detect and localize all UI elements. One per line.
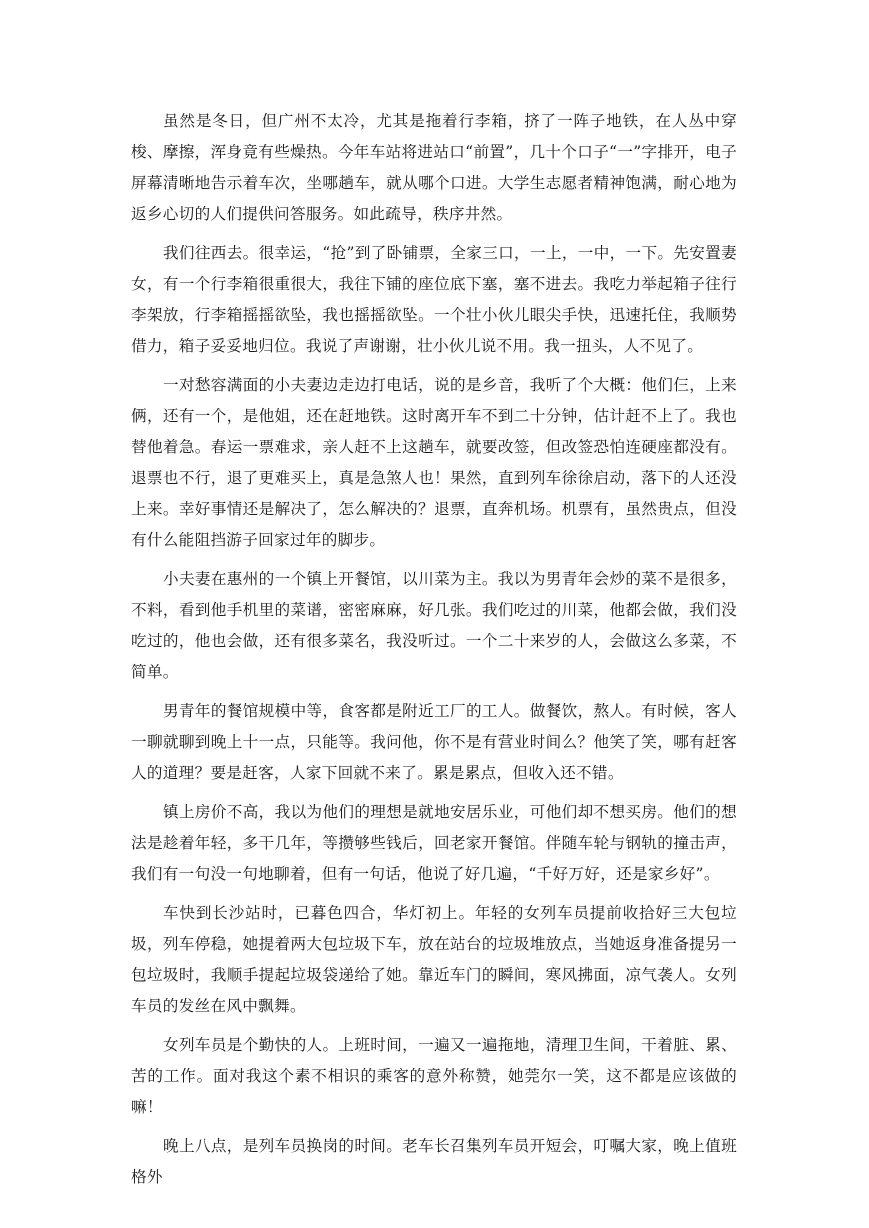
paragraph: 小夫妻在惠州的一个镇上开餐馆，以川菜为主。我以为男青年会炒的菜不是很多，不料，看到他手机里的菜谱，密密麻麻，好几张。我们吃过的川菜，他都会做，我们没吃过的，他也会做，还有很多菜名，我没听过。一个二十来岁的人，会做这么多菜，不简单。 — [131, 570, 737, 681]
paragraph: 我们往西去。很幸运，“抢”到了卧铺票，全家三口，一上，一中，一下。先安置妻女，有一个行李箱很重很大，我往下铺的座位底下塞，塞不进去。我吃力举起箱子往行李架放，行李箱摇摇欲坠，我也摇摇欲坠。一个壮小伙儿眼尖手快，迅速托住，我顺势借力，箱子妥妥地归位。我说了声谢谢，壮小伙儿说不用。我一扭头，人不见了。 — [131, 244, 737, 355]
paragraph: 女列车员是个勤快的人。上班时间，一遍又一遍拖地，清理卫生间，干着脏、累、苦的工作。面对我这个素不相识的乘客的意外称赞，她莞尔一笑，这不都是应该做的嘛！ — [131, 1036, 737, 1116]
paragraph: 车快到长沙站时，已暮色四合，华灯初上。年轻的女列车员提前收拾好三大包垃圾，列车停稳，她提着两大包垃圾下车，放在站台的垃圾堆放点，当她返身准备提另一包垃圾时，我顺手提起垃圾袋递给了她。靠近车门的瞬间，寒风拂面，凉气袭人。女列车员的发丝在风中飘舞。 — [131, 904, 737, 1015]
paragraph: 镇上房价不高，我以为他们的理想是就地安居乐业，可他们却不想买房。他们的想法是趁着年轻，多干几年，等攒够些钱后，回老家开餐馆。伴随车轮与钢轨的撞击声，我们有一句没一句地聊着，但有一句话，他说了好几遍，“千好万好，还是家乡好”。 — [131, 803, 737, 883]
article-body — [131, 106, 737, 1201]
paragraph: 一对愁容满面的小夫妻边走边打电话，说的是乡音，我听了个大概：他们仨，上来俩，还有一个，是他姐，还在赶地铁。这时离开车不到二十分钟，估计赶不上了。我也替他着急。春运一票难求，亲人赶不上这趟车，就要改签，但改签恐怕连硬座都没有。退票也不行，退了更难买上，真是急煞人也！果然，直到列车徐徐启动，落下的人还没上来。幸好事情还是解决了，怎么解决的？退票，直奔机场。机票有，虽然贵点，但没有什么能阻挡游子回家过年的脚步。 — [131, 376, 737, 549]
paragraph: 晚上八点，是列车员换岗的时间。老车长召集列车员开短会，叮嘱大家，晚上值班格外 — [131, 1137, 737, 1186]
paragraph: 虽然是冬日，但广州不太冷，尤其是拖着行李箱，挤了一阵子地铁，在人丛中穿梭、摩擦，浑身竟有些燥热。今年车站将进站口“前置”，几十个口子“一”字排开，电子屏幕清晰地告示着车次，坐哪趟车，就从哪个口进。大学生志愿者精神饱满，耐心地为返乡心切的人们提供问答服务。如此疏导，秩序井然。 — [131, 112, 737, 223]
paragraph: 男青年的餐馆规模中等，食客都是附近工厂的工人。做餐饮，熬人。有时候，客人一聊就聊到晚上十一点，只能等。我问他，你不是有营业时间么？他笑了笑，哪有赶客人的道理？要是赶客，人家下回就不来了。累是累点，但收入还不错。 — [131, 702, 737, 782]
